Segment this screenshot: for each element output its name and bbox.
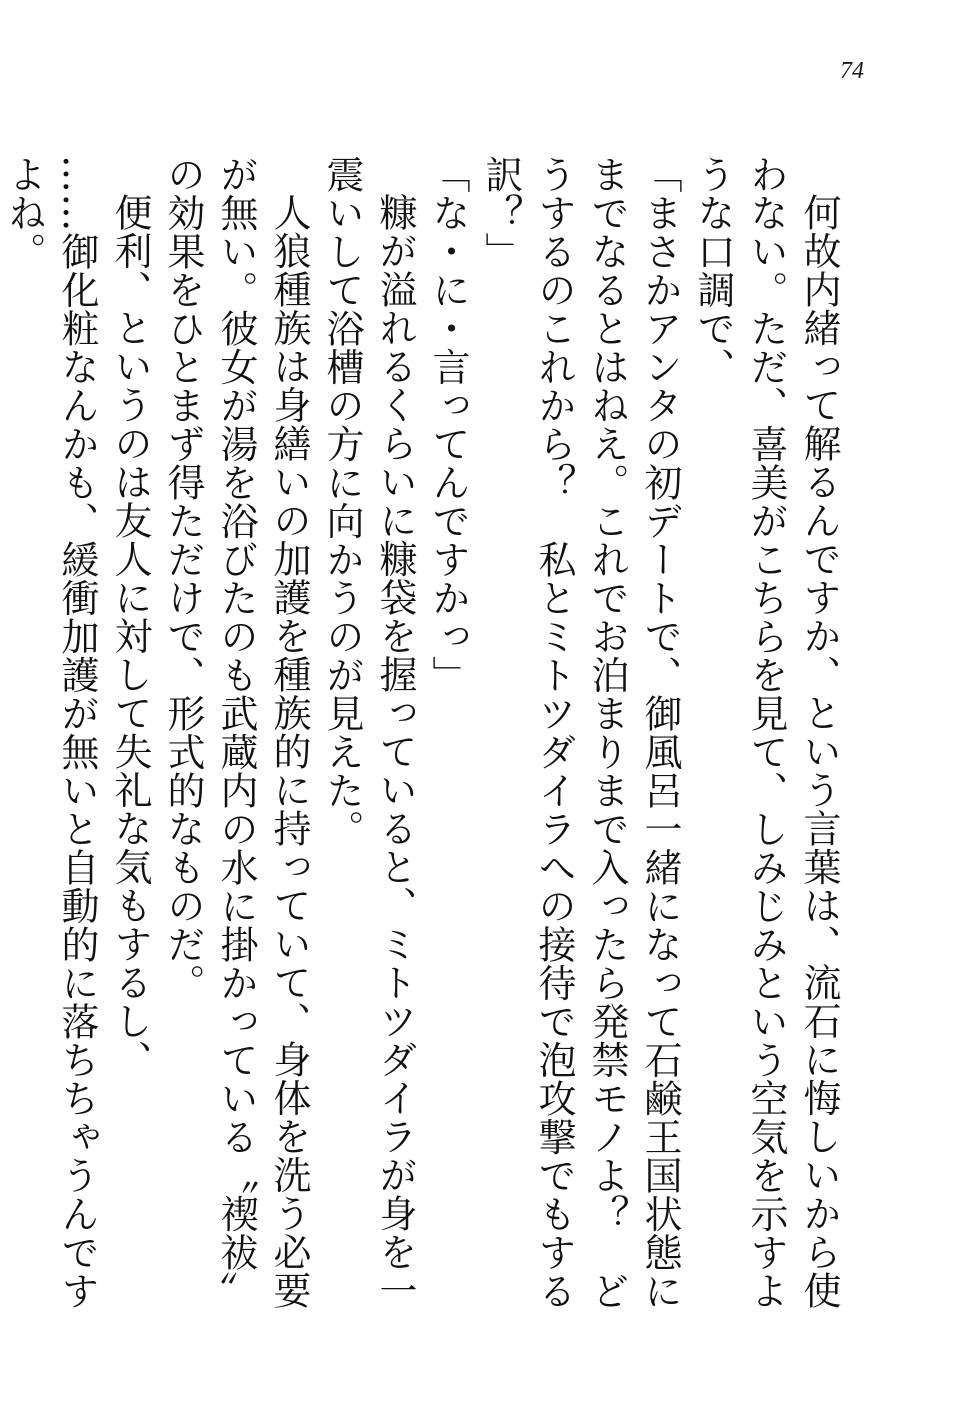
paragraph: 糠が溢れるくらいに糠袋を握っていると、ミトツダイラが身を一震いして浴槽の方に向かうのが見えた。 xyxy=(320,155,417,1310)
paragraph: 人狼種族は身繕いの加護を種族的に持っていて、身体を洗う必要が無い。彼女が湯を浴びたのも武蔵内の水に掛かっている〝禊祓〟の効果をひとまず得ただけで、形式的なものだ。 xyxy=(161,155,311,1310)
dialogue-line: 「な・に・言ってんですかっ」 xyxy=(426,155,470,694)
paragraph: ……御化粧なんかも、緩衝加護が無いと自動的に落ちちゃうんですよね。 xyxy=(2,155,99,1310)
paragraph: 便利、というのは友人に対して失礼な気もするし、 xyxy=(108,193,152,1079)
vertical-text-body xyxy=(2,155,845,1345)
dialogue-line: 「まさかアンタの初デートで、御風呂一緒になって石鹸王国状態にまでなるとはねえ。これでお泊まりまで入ったら発禁モノよ？ どうするのこれから？ 私とミトツダイラへの接待で泡攻撃でもする訳？」 xyxy=(479,155,682,1310)
page-number: 74 xyxy=(840,58,864,84)
paragraph: 何故内緒って解るんですか、という言葉は、流石に悔しいから使わない。ただ、喜美がこちらを見て、しみじみという空気を示すような口調で、 xyxy=(691,155,841,1310)
